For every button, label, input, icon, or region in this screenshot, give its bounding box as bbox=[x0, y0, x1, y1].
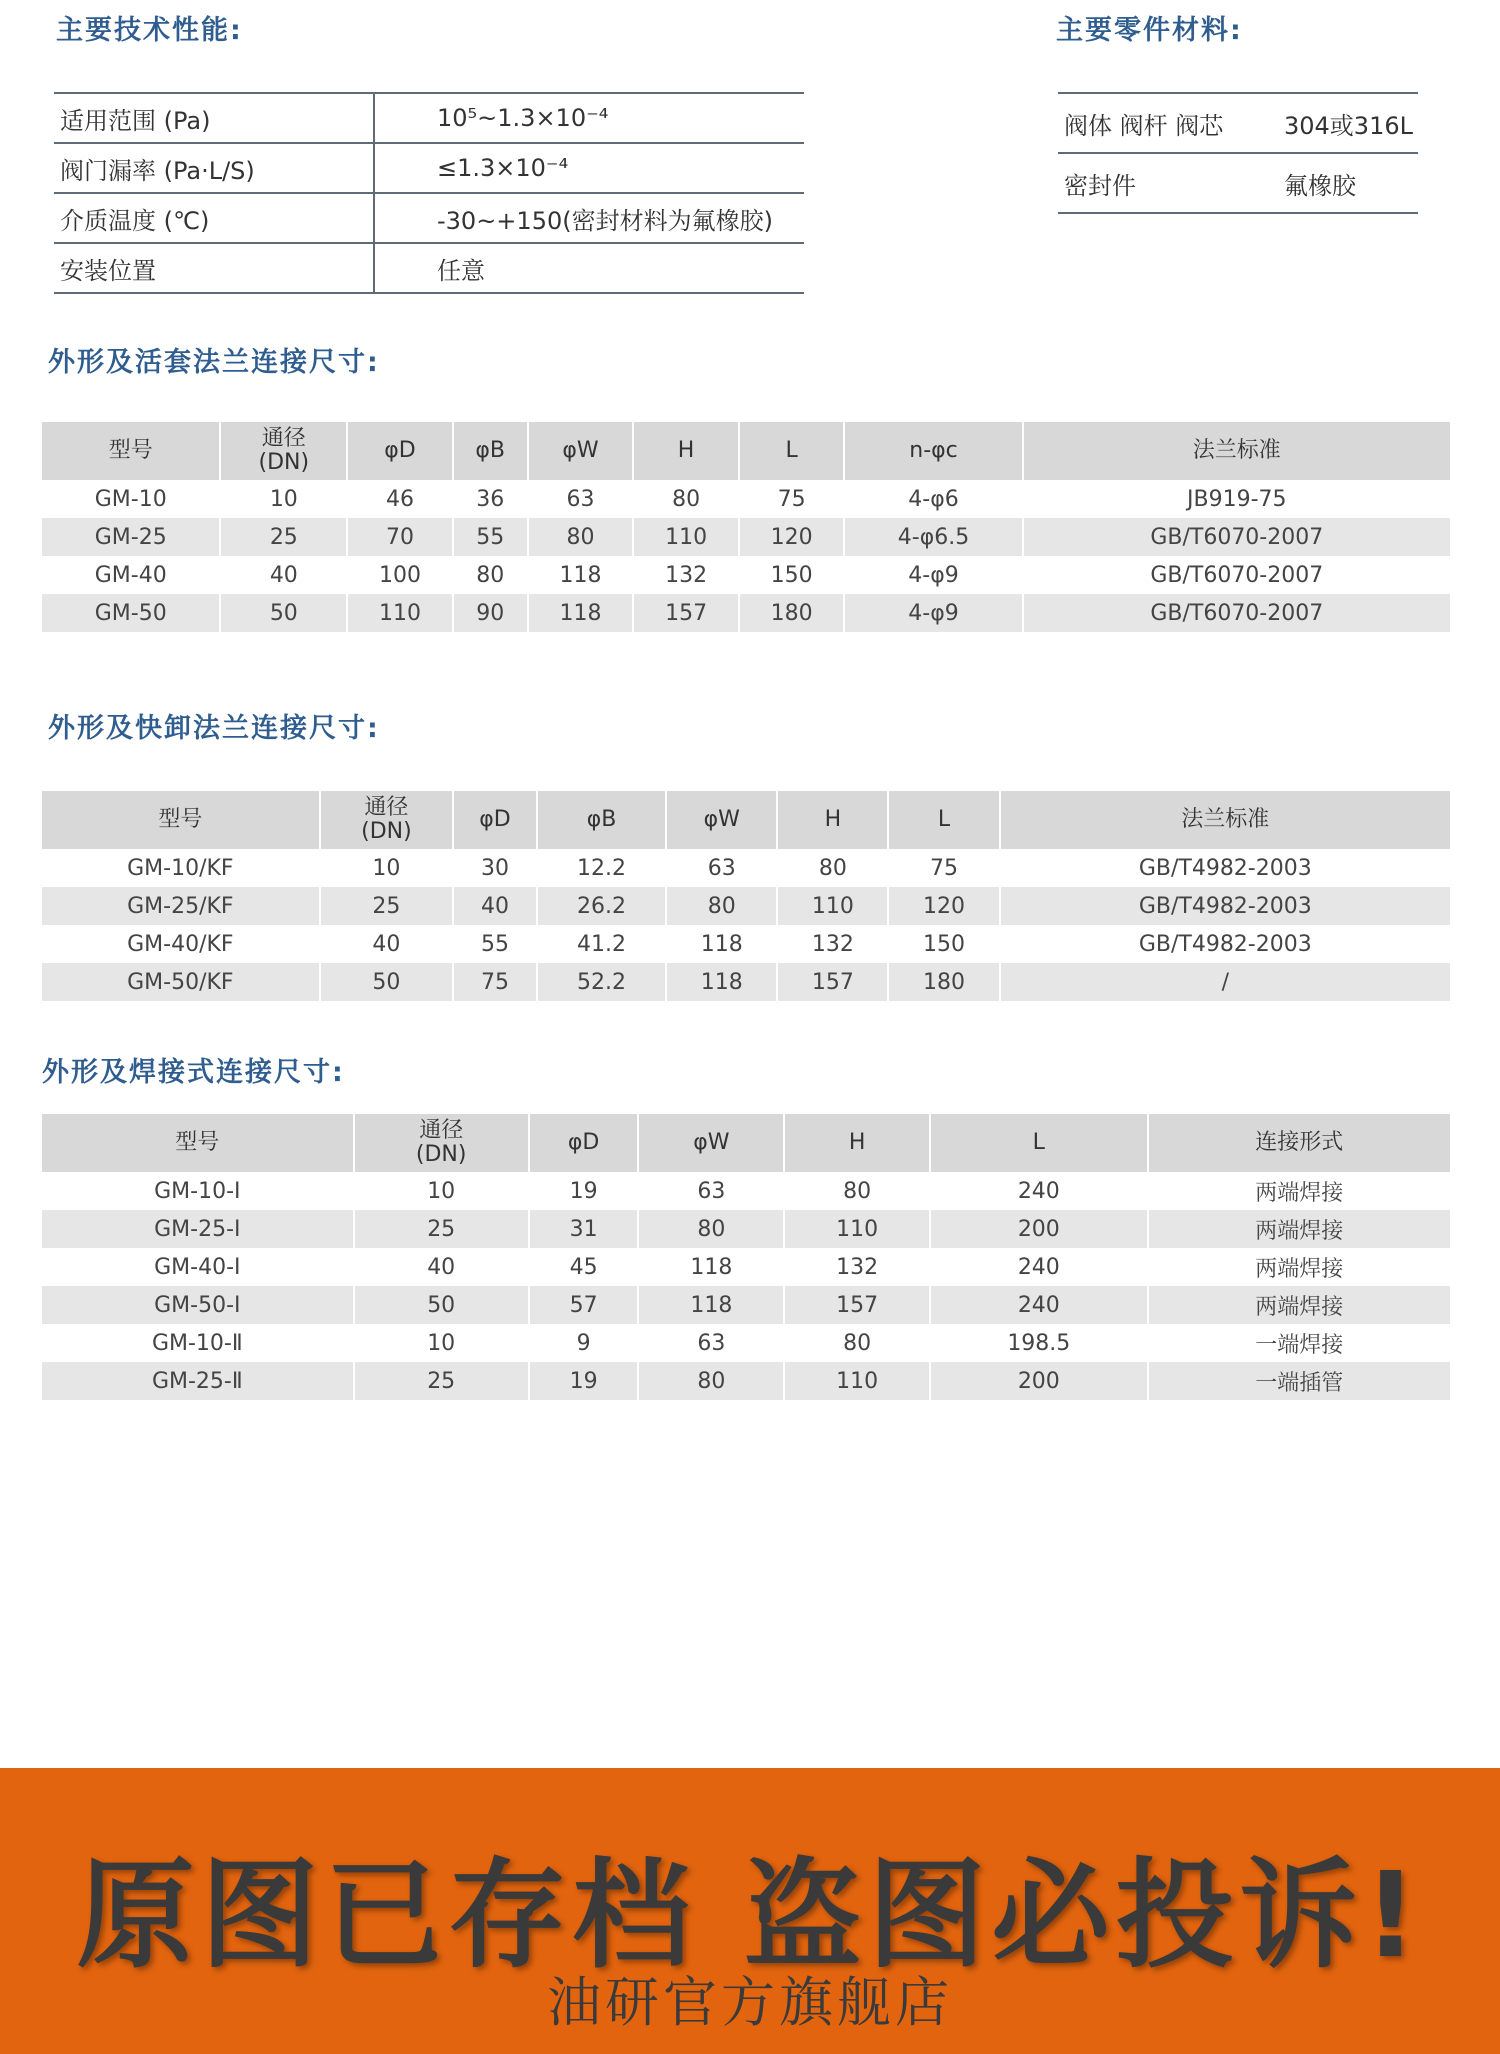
column-header: φW bbox=[639, 1114, 783, 1172]
table-cell: 两端焊接 bbox=[1255, 1256, 1344, 1282]
table-cell: 100 bbox=[378, 562, 421, 588]
table-cell: 110 bbox=[778, 887, 887, 925]
table-cell: 63 bbox=[697, 1330, 726, 1356]
table-cell: 118 bbox=[690, 1254, 733, 1280]
table-cell: 52.2 bbox=[538, 963, 665, 1001]
table-row bbox=[42, 1248, 1450, 1286]
tech-spec-table bbox=[54, 92, 804, 294]
table-cell: GM-25/KF bbox=[42, 887, 319, 925]
material-value: 氟橡胶 bbox=[1264, 153, 1418, 213]
table-cell: 25 bbox=[355, 1362, 528, 1400]
table-cell: GM-25-Ⅱ bbox=[42, 1362, 353, 1400]
table-cell: 150 bbox=[770, 562, 813, 588]
table-cell: 55 bbox=[454, 518, 527, 556]
table-cell: GM-10 bbox=[94, 486, 167, 512]
table-cell: 10 bbox=[269, 486, 298, 512]
table-cell: 80 bbox=[639, 1210, 783, 1248]
column-header: φD bbox=[348, 422, 452, 480]
column-header: 型号 bbox=[42, 791, 319, 849]
table-cell: GB/T4982-2003 bbox=[1138, 931, 1312, 957]
column-header: φW bbox=[667, 791, 776, 849]
table-cell: 12.2 bbox=[577, 855, 626, 881]
table-cell: 36 bbox=[476, 486, 505, 512]
column-header: H bbox=[778, 791, 887, 849]
table-cell: 110 bbox=[634, 518, 738, 556]
column-header: L bbox=[740, 422, 844, 480]
material-key: 阀体 阀杆 阀芯 bbox=[1058, 93, 1264, 153]
table-cell: 80 bbox=[529, 518, 633, 556]
table-cell: 118 bbox=[529, 594, 633, 632]
table-cell: GB/T4982-2003 bbox=[1138, 855, 1312, 881]
column-header: H bbox=[634, 422, 738, 480]
table-cell: 40 bbox=[454, 887, 536, 925]
table-cell: 118 bbox=[700, 931, 743, 957]
table-cell: / bbox=[1001, 963, 1450, 1001]
table-cell: 25 bbox=[221, 518, 346, 556]
table-cell: 25 bbox=[321, 887, 452, 925]
column-header: φB bbox=[538, 791, 665, 849]
table-cell: 10 bbox=[427, 1330, 456, 1356]
column-header: 通径 (DN) bbox=[221, 422, 346, 480]
table-cell: 4-φ9 bbox=[908, 562, 959, 588]
spec-key: 阀门漏率 (Pa·L/S) bbox=[54, 143, 374, 193]
table-cell: 19 bbox=[530, 1362, 638, 1400]
weld-heading: 外形及焊接式连接尺寸: bbox=[42, 1057, 345, 1088]
material-key: 密封件 bbox=[1058, 153, 1264, 213]
banner-warning: 原图已存档 盗图必投诉! bbox=[76, 1846, 1424, 1984]
spec-value: 10⁵~1.3×10⁻⁴ bbox=[374, 93, 804, 143]
spec-value: ≤1.3×10⁻⁴ bbox=[374, 143, 804, 193]
weld-table bbox=[40, 1114, 1452, 1400]
table-cell: GB/T4982-2003 bbox=[1001, 887, 1450, 925]
table-cell: GM-40 bbox=[94, 562, 167, 588]
banner-store-name: 油研官方旗舰店 bbox=[547, 1971, 953, 2034]
table-cell: 150 bbox=[923, 931, 965, 957]
table-header-row bbox=[42, 791, 1450, 849]
table-row bbox=[42, 887, 1450, 925]
table-cell: 4-φ6.5 bbox=[845, 518, 1021, 556]
table-cell: 45 bbox=[569, 1254, 598, 1280]
table-row bbox=[42, 556, 1450, 594]
table-cell: 90 bbox=[454, 594, 527, 632]
table-cell: 198.5 bbox=[1007, 1330, 1071, 1356]
table-row bbox=[1058, 153, 1418, 213]
table-cell: 240 bbox=[931, 1286, 1147, 1324]
table-cell: 9 bbox=[576, 1330, 591, 1356]
table-cell: 50 bbox=[321, 963, 452, 1001]
table-cell: 200 bbox=[931, 1362, 1147, 1400]
table-cell: 46 bbox=[385, 486, 414, 512]
table-cell: 57 bbox=[530, 1286, 638, 1324]
table-cell: GM-10-Ⅱ bbox=[151, 1330, 243, 1356]
table-cell: JB919-75 bbox=[1187, 486, 1287, 512]
spec-value: -30~+150(密封材料为氟橡胶) bbox=[374, 193, 804, 243]
table-cell: 55 bbox=[480, 931, 509, 957]
table-cell: 240 bbox=[1017, 1254, 1060, 1280]
table-cell: 80 bbox=[843, 1178, 872, 1204]
kf-flange-heading: 外形及快卸法兰连接尺寸: bbox=[48, 713, 380, 744]
table-cell: 31 bbox=[530, 1210, 638, 1248]
table-cell: 一端焊接 bbox=[1255, 1332, 1344, 1358]
table-row bbox=[54, 193, 804, 243]
table-cell: GM-25 bbox=[42, 518, 219, 556]
table-cell: 80 bbox=[476, 562, 505, 588]
live-flange-heading: 外形及活套法兰连接尺寸: bbox=[48, 347, 380, 378]
table-cell: 200 bbox=[931, 1210, 1147, 1248]
table-cell: 41.2 bbox=[577, 931, 626, 957]
table-cell: 80 bbox=[843, 1330, 872, 1356]
column-header: 型号 bbox=[42, 422, 219, 480]
table-row bbox=[42, 518, 1450, 556]
table-cell: 110 bbox=[785, 1210, 929, 1248]
table-cell: 40 bbox=[427, 1254, 456, 1280]
table-cell: GM-50/KF bbox=[42, 963, 319, 1001]
table-cell: 118 bbox=[667, 963, 776, 1001]
table-cell: 10 bbox=[372, 855, 401, 881]
table-cell: 80 bbox=[639, 1362, 783, 1400]
table-cell: 4-φ6 bbox=[908, 486, 959, 512]
table-cell: 180 bbox=[740, 594, 844, 632]
table-cell: 30 bbox=[480, 855, 509, 881]
table-cell: 26.2 bbox=[538, 887, 665, 925]
table-header-row bbox=[42, 422, 1450, 480]
table-cell: 50 bbox=[355, 1286, 528, 1324]
table-cell: 132 bbox=[811, 931, 854, 957]
table-cell: 75 bbox=[454, 963, 536, 1001]
live-flange-table bbox=[40, 422, 1452, 632]
table-row bbox=[42, 1286, 1450, 1324]
table-row bbox=[42, 849, 1450, 887]
column-header: φD bbox=[530, 1114, 638, 1172]
table-cell: 240 bbox=[1017, 1178, 1060, 1204]
table-cell: GM-10/KF bbox=[127, 855, 234, 881]
table-cell: 118 bbox=[639, 1286, 783, 1324]
table-row bbox=[42, 1172, 1450, 1210]
table-cell: 10 bbox=[427, 1178, 456, 1204]
table-cell: 157 bbox=[785, 1286, 929, 1324]
table-cell: 两端焊接 bbox=[1149, 1286, 1450, 1324]
column-header: φW bbox=[529, 422, 633, 480]
table-cell: 120 bbox=[740, 518, 844, 556]
material-value: 304或316L bbox=[1264, 93, 1418, 153]
spec-key: 适用范围 (Pa) bbox=[54, 93, 374, 143]
table-cell: GM-40-Ⅰ bbox=[154, 1254, 241, 1280]
table-cell: GM-40/KF bbox=[127, 931, 234, 957]
table-cell: 63 bbox=[697, 1178, 726, 1204]
table-cell: 75 bbox=[930, 855, 958, 881]
table-cell: GM-25-Ⅰ bbox=[42, 1210, 353, 1248]
column-header: 法兰标准 bbox=[1001, 791, 1450, 849]
column-header: 型号 bbox=[42, 1114, 353, 1172]
spec-value: 任意 bbox=[374, 243, 804, 293]
column-header: φB bbox=[454, 422, 527, 480]
column-header: 通径 (DN) bbox=[355, 1114, 528, 1172]
table-row bbox=[54, 143, 804, 193]
table-cell: 70 bbox=[348, 518, 452, 556]
table-cell: 132 bbox=[836, 1254, 879, 1280]
table-cell: 110 bbox=[785, 1362, 929, 1400]
materials-heading: 主要零件材料: bbox=[1056, 15, 1243, 46]
table-cell: 157 bbox=[634, 594, 738, 632]
table-cell: GB/T6070-2007 bbox=[1024, 594, 1450, 632]
table-row bbox=[42, 480, 1450, 518]
table-row bbox=[54, 243, 804, 293]
spec-key: 介质温度 (℃) bbox=[54, 193, 374, 243]
table-cell: 一端插管 bbox=[1149, 1362, 1450, 1400]
column-header: 法兰标准 bbox=[1024, 422, 1450, 480]
table-cell: 63 bbox=[566, 486, 595, 512]
table-row bbox=[42, 925, 1450, 963]
table-cell: 180 bbox=[889, 963, 998, 1001]
table-row bbox=[42, 1210, 1450, 1248]
column-header: L bbox=[931, 1114, 1147, 1172]
column-header: φD bbox=[454, 791, 536, 849]
table-header-row bbox=[42, 1114, 1450, 1172]
column-header: n-φc bbox=[845, 422, 1021, 480]
table-cell: GM-50 bbox=[42, 594, 219, 632]
table-cell: 19 bbox=[569, 1178, 598, 1204]
table-cell: 40 bbox=[372, 931, 401, 957]
table-cell: 132 bbox=[665, 562, 708, 588]
table-cell: 两端焊接 bbox=[1255, 1180, 1344, 1206]
kf-flange-table bbox=[40, 791, 1452, 1001]
table-row bbox=[1058, 93, 1418, 153]
table-cell: GM-50-Ⅰ bbox=[42, 1286, 353, 1324]
table-cell: 50 bbox=[221, 594, 346, 632]
table-cell: 110 bbox=[348, 594, 452, 632]
table-cell: 25 bbox=[355, 1210, 528, 1248]
materials-table bbox=[1058, 92, 1418, 214]
table-cell: 120 bbox=[889, 887, 998, 925]
table-cell: 40 bbox=[269, 562, 298, 588]
column-header: L bbox=[889, 791, 998, 849]
table-cell: 75 bbox=[777, 486, 806, 512]
table-cell: 157 bbox=[778, 963, 887, 1001]
tech-heading: 主要技术性能: bbox=[56, 15, 243, 46]
table-row bbox=[42, 963, 1450, 1001]
column-header: 连接形式 bbox=[1149, 1114, 1450, 1172]
table-row bbox=[42, 594, 1450, 632]
table-cell: 80 bbox=[818, 855, 847, 881]
table-row bbox=[42, 1324, 1450, 1362]
table-cell: 80 bbox=[667, 887, 776, 925]
table-cell: 两端焊接 bbox=[1149, 1210, 1450, 1248]
table-cell: 63 bbox=[707, 855, 736, 881]
table-row bbox=[42, 1362, 1450, 1400]
table-cell: 4-φ9 bbox=[845, 594, 1021, 632]
column-header: 通径 (DN) bbox=[321, 791, 452, 849]
table-cell: 80 bbox=[672, 486, 701, 512]
table-row bbox=[54, 93, 804, 143]
spec-key: 安装位置 bbox=[54, 243, 374, 293]
column-header: H bbox=[785, 1114, 929, 1172]
table-cell: 118 bbox=[559, 562, 602, 588]
table-cell: GM-10-Ⅰ bbox=[154, 1178, 241, 1204]
table-cell: GB/T6070-2007 bbox=[1024, 518, 1450, 556]
table-cell: GB/T6070-2007 bbox=[1150, 562, 1324, 588]
